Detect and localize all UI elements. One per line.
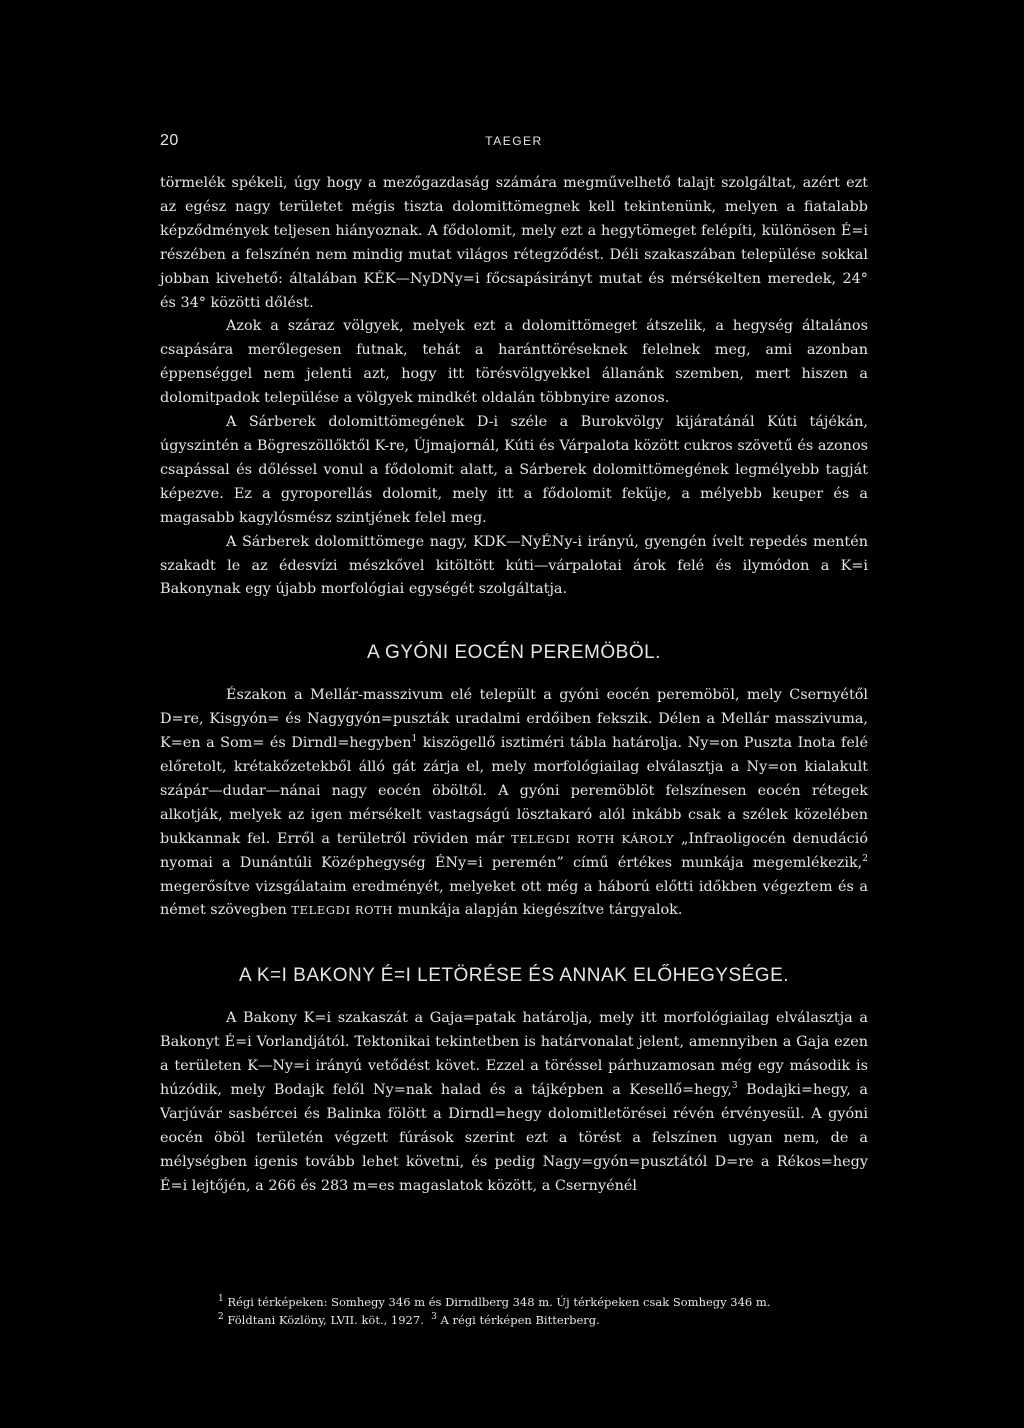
paragraph-sarberek-fault: A Sárberek dolomittömege nagy, KDK—NyÉNy-i irányú, gyengén ívelt repedés mentén szakadt le az édesvízi mészkővel kitöltött kúti—várpalotai árok felé és ilymódon a K=i Bakonynak egy újabb morfológiai egységét szolgáltatja. [160, 533, 868, 598]
text-run: munkája alapján kiegészítve tárgyalok. [393, 902, 683, 919]
footnote-text: Régi térképeken: Somhegy 346 m és Dirndlberg 348 m. Új térképeken csak Somhegy 346 m. [223, 1295, 771, 1309]
footnote-text: A régi térképen Bitterberg. [436, 1313, 600, 1327]
footnote-mark: 3 [431, 1312, 437, 1323]
main-text [160, 172, 868, 1199]
paragraph-dry-valleys: Azok a száraz völgyek, melyek ezt a dolomittömeget átszelik, a hegység általános csapására merőlegesen futnak, tehát a haránttöréseknek felelnek meg, ami azonban éppenséggel nem jelenti azt, hogy itt törésvölgyekkel állanánk szemben, mert hiszen a dolomitpadok települése a völgyek mindkét oldalán többnyire azonos. [160, 318, 868, 407]
text-run: Északon a Mellár-masszivum elé települt a gyóni eocén peremöböl, mely Csernyétől D=re, Kisgyón= és Nagygyón=puszták uradalmi erdőiben fekszik. Délen a Mellár masszivuma, K=en a Som= és Dirndl=hegyben [160, 687, 868, 752]
paragraph-continuation: törmelék spékeli, úgy hogy a mezőgazdaság számára megművelhető talajt szolgáltat, azért ezt az egész nagy területet mégis tiszta dolomittömegnek kell tekintenünk, melyen a fiatalabb képződmények teljesen hiányoznak. A fődolomit, mely ezt a hegytömeget felépíti, különösen É=i részében a felszínén nem mindig mutat világos rétegződést. Déli szakaszában települése sokkal jobban kivehető: általában KÉK—NyDNy=i főcsapásirányt mutat és mérsékelten meredek, 24° és 34° közötti dőlést. [160, 175, 868, 311]
running-title: TAEGER [485, 134, 543, 148]
running-head [160, 132, 868, 156]
text-run: „Infraoligocén denudáció nyomai a Dunántúli Középhegység ÉNy=i peremén” című értékes munkája megemlékezik, [160, 830, 868, 871]
footnote-ref: 3 [731, 1081, 738, 1092]
text-run: Bodajki=hegy, a Varjúvár sasbércei és Balinka fölött a Dirndl=hegy dolomitletörései révén érvényesül. A gyóni eocén öböl területén végzett fúrások szerint ezt a törést a felszínen ugyan nem, de a mélységben igenis tovább lehet követni, és pedig Nagy=gyón=pusztától D=re a Rékos=hegy É=i lejtőjén, a 266 és 283 m=es magaslatok között, a Csernyénél [160, 1082, 868, 1194]
page-number: 20 [160, 132, 179, 149]
author-name: TELEGDI ROTH [291, 903, 394, 918]
footnote [218, 1311, 868, 1329]
footnote-mark: 1 [218, 1294, 224, 1305]
section-heading-eocen: A GYÓNI EOCÉN PEREMÖBÖL. [367, 642, 661, 664]
text-run: megerősítve vizsgálataim eredményét, melyeket ott még a háború előtti időkben végeztem és a német szövegben [160, 878, 868, 919]
footnotes [218, 1293, 868, 1329]
footnote-text: Földtani Közlöny, LVII. köt., 1927. [223, 1313, 424, 1327]
text-run: A Bakony K=i szakaszát a Gaja=patak határolja, mely itt morfológiailag elválasztja a Bakonyt É=i Vorlandjától. Tektonikai tekintetben is határvonalat jelent, amennyiben a Gaja ezen a területen K—Ny=i irányú vetődést követ. Ezzel a töréssel párhuzamosan még egy második is húzódik, mely Bodajk felől Ny=nak halad és a tájképben a Kesellő=hegy, [160, 1010, 868, 1099]
paragraph-bakony [160, 1007, 868, 1198]
footnote [218, 1293, 868, 1311]
paragraph-eocen [160, 684, 868, 923]
author-name: TELEGDI ROTH KÁROLY [511, 831, 675, 846]
footnote-ref: 1 [411, 734, 418, 745]
paragraph-sarberek-south-edge: A Sárberek dolomittömegének D-i széle a Burokvölgy kijáratánál Kúti tájékán, úgyszintén a Bögreszöllőktől K-re, Újmajornál, Kúti és Várpalota között cukros szövetű és azonos csapással és dőléssel vonul a fődolomit alatt, a Sárberek dolomittömegének legmélyebb tagját képezve. Ez a gyroporellás dolomit, mely itt a fődolomit feküje, a mélyebb keuper és a magasabb kagylósmész szintjének felel meg. [160, 414, 868, 526]
footnote-ref: 2 [862, 853, 868, 864]
text-run: kiszögellő isztiméri tábla határolja. Ny=on Puszta Inota felé előretolt, krétakőzetekből álló gát zárja el, mely morfológiailag elválasztja a Ny=on kialakult szápár—dudar—nánai nagy eocén öböltől. A gyóni peremöblöt felszínesen eocén rétegek alkotják, melyek az igen mérsékelt vastagságú lösztakaró alól inkább csak a szélek közelében bukkannak fel. Erről a területről röviden már [160, 735, 868, 847]
footnote-mark: 2 [218, 1312, 224, 1323]
section-heading-bakony: A K=I BAKONY É=I LETÖRÉSE ÉS ANNAK ELŐHEGYSÉGE. [238, 965, 790, 987]
